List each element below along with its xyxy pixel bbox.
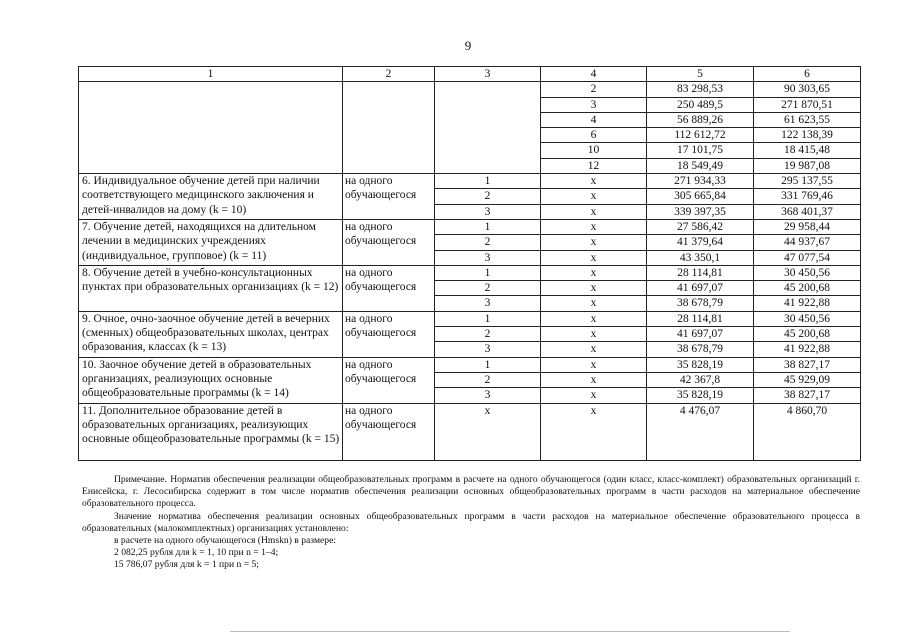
table-cell: 2 — [435, 281, 541, 296]
table-cell: 43 350,1 — [647, 250, 754, 265]
table-cell: 61 623,55 — [754, 112, 861, 127]
row-description: 6. Индивидуальное обучение детей при наличии соответствующего медицинского заключения и детей-инвалидов на дому (k = 10) — [79, 174, 343, 220]
table-cell: 331 769,46 — [754, 189, 861, 204]
table-cell: x — [541, 342, 647, 357]
row-description: 7. Обучение детей, находящихся на длительном лечении в медицинских учреждениях (индивидуальное, групповое) (k = 11) — [79, 219, 343, 265]
table-cell: 339 397,35 — [647, 204, 754, 219]
table-cell: 35 828,19 — [647, 388, 754, 403]
table-cell: 3 — [435, 250, 541, 265]
table-cell: x — [541, 281, 647, 296]
table-cell: 45 929,09 — [754, 372, 861, 387]
continuation-cell-1 — [79, 82, 343, 174]
table-cell: 1 — [435, 174, 541, 189]
table-cell: 250 489,5 — [647, 97, 754, 112]
table-cell: 27 586,42 — [647, 219, 754, 234]
table-cell: x — [541, 296, 647, 311]
table-row — [79, 82, 861, 97]
row-unit: на одного обучающегося — [343, 311, 435, 357]
table-cell: x — [541, 388, 647, 403]
header-cell: 4 — [541, 67, 647, 82]
row-unit: на одного обучающегося — [343, 357, 435, 403]
table-cell: 112 612,72 — [647, 128, 754, 143]
table-cell: 18 549,49 — [647, 158, 754, 173]
table-cell: 45 200,68 — [754, 281, 861, 296]
note-paragraph-1: Примечание. Норматив обеспечения реализации общеобразовательных программ в расчете на одного обучающегося (один класс, класс-комплект) образовательных организаций г. Енисейска, г. Лесосибирска содержит в том числе норматив обеспечения реализации основных общеобразовательных программ в части расходов на материальное обеспечение образовательного процесса. — [82, 474, 860, 510]
table-cell: 6 — [541, 128, 647, 143]
table-cell: 271 870,51 — [754, 97, 861, 112]
table-cell: 305 665,84 — [647, 189, 754, 204]
table-cell: x — [541, 204, 647, 219]
table-cell: 19 987,08 — [754, 158, 861, 173]
note-line-1: в расчете на одного обучающегося (Hmskn) в размере: — [114, 535, 336, 547]
table-cell: x — [541, 357, 647, 372]
table-cell: 2 — [435, 327, 541, 342]
row-description: 10. Заочное обучение детей в образовательных организациях, реализующих основные общеобразовательные программы (k = 14) — [79, 357, 343, 403]
row-description: 9. Очное, очно-заочное обучение детей в вечерних (сменных) общеобразовательных школах, центрах образования, классах (k = 13) — [79, 311, 343, 357]
note-line-3: 15 786,07 рубля для k = 1 при n = 5; — [114, 559, 259, 571]
table-cell: 3 — [541, 97, 647, 112]
table-cell: 3 — [435, 342, 541, 357]
norms-table — [78, 66, 861, 461]
table-cell: 3 — [435, 204, 541, 219]
table-row — [79, 219, 861, 234]
table-cell: 271 934,33 — [647, 174, 754, 189]
table-cell: 3 — [435, 296, 541, 311]
table-cell: 38 827,17 — [754, 357, 861, 372]
table-cell: 38 678,79 — [647, 296, 754, 311]
page-number: 9 — [464, 38, 472, 53]
table-cell: 18 415,48 — [754, 143, 861, 158]
header-cell: 2 — [343, 67, 435, 82]
table-cell: 1 — [435, 265, 541, 280]
table-cell: 1 — [435, 311, 541, 326]
table-cell: 35 828,19 — [647, 357, 754, 372]
table-cell: 2 — [435, 372, 541, 387]
table-cell: x — [541, 174, 647, 189]
note-line-2: 2 082,25 рубля для k = 1, 10 при n = 1–4; — [114, 547, 279, 559]
table-cell: 4 — [541, 112, 647, 127]
table-cell: x — [541, 327, 647, 342]
table-cell: 41 922,88 — [754, 342, 861, 357]
table-cell: 30 450,56 — [754, 311, 861, 326]
footnote — [82, 474, 860, 572]
row-description: 8. Обучение детей в учебно-консультационных пунктах при образовательных организациях (k = 12) — [79, 265, 343, 311]
table-cell: 29 958,44 — [754, 219, 861, 234]
table-cell: 1 — [435, 219, 541, 234]
table-cell: 45 200,68 — [754, 327, 861, 342]
note-paragraph-2: Значение норматива обеспечения реализации основных общеобразовательных программ в части расходов на материальное обеспечение образовательного процесса в образовательных (малокомплектных) организациях установлено: — [82, 510, 860, 534]
row-unit: на одного обучающегося — [343, 265, 435, 311]
continuation-cell-3 — [435, 82, 541, 174]
table-cell: 38 678,79 — [647, 342, 754, 357]
row-unit: на одного обучающегося — [343, 174, 435, 220]
table-row — [79, 265, 861, 280]
table-cell: x — [541, 219, 647, 234]
table-cell: 3 — [435, 388, 541, 403]
table-cell: 12 — [541, 158, 647, 173]
table-cell: 90 303,65 — [754, 82, 861, 97]
table-cell: 41 379,64 — [647, 235, 754, 250]
header-cell: 1 — [79, 67, 343, 82]
table-cell: 10 — [541, 143, 647, 158]
norms-table-body — [79, 67, 861, 461]
table-cell: x — [541, 311, 647, 326]
table-row — [79, 174, 861, 189]
table-cell: 1 — [435, 357, 541, 372]
table-cell: 83 298,53 — [647, 82, 754, 97]
table-cell: 2 — [435, 235, 541, 250]
header-cell: 5 — [647, 67, 754, 82]
table-row — [79, 403, 861, 460]
table-cell: 295 137,55 — [754, 174, 861, 189]
row-unit: на одного обучающегося — [343, 219, 435, 265]
row-unit: на одного обучающегося — [343, 403, 435, 460]
table-cell: x — [541, 265, 647, 280]
table-cell: x — [541, 189, 647, 204]
table-cell: 28 114,81 — [647, 265, 754, 280]
table-cell: 41 697,07 — [647, 281, 754, 296]
table-cell: x — [541, 403, 647, 460]
table-cell: 17 101,75 — [647, 143, 754, 158]
header-cell: 6 — [754, 67, 861, 82]
table-cell: 122 138,39 — [754, 128, 861, 143]
table-cell: 4 860,70 — [754, 403, 861, 460]
table-cell: 56 889,26 — [647, 112, 754, 127]
table-cell: 30 450,56 — [754, 265, 861, 280]
table-cell: 28 114,81 — [647, 311, 754, 326]
table-cell: 42 367,8 — [647, 372, 754, 387]
continuation-cell-2 — [343, 82, 435, 174]
table-cell: 4 476,07 — [647, 403, 754, 460]
table-cell: 368 401,37 — [754, 204, 861, 219]
table-cell: 2 — [435, 189, 541, 204]
table-cell: x — [541, 250, 647, 265]
table-header-row — [79, 67, 861, 82]
table-cell: 41 922,88 — [754, 296, 861, 311]
table-cell: x — [541, 235, 647, 250]
table-cell: 41 697,07 — [647, 327, 754, 342]
page-bottom-rule — [230, 631, 790, 632]
header-cell: 3 — [435, 67, 541, 82]
table-row — [79, 357, 861, 372]
table-cell: x — [435, 403, 541, 460]
table-cell: 47 077,54 — [754, 250, 861, 265]
row-description: 11. Дополнительное образование детей в образовательных организациях, реализующих основные общеобразовательные программы (k = 15) — [79, 403, 343, 460]
table-cell: 44 937,67 — [754, 235, 861, 250]
table-cell: 38 827,17 — [754, 388, 861, 403]
table-cell: 2 — [541, 82, 647, 97]
table-cell: x — [541, 372, 647, 387]
table-row — [79, 311, 861, 326]
